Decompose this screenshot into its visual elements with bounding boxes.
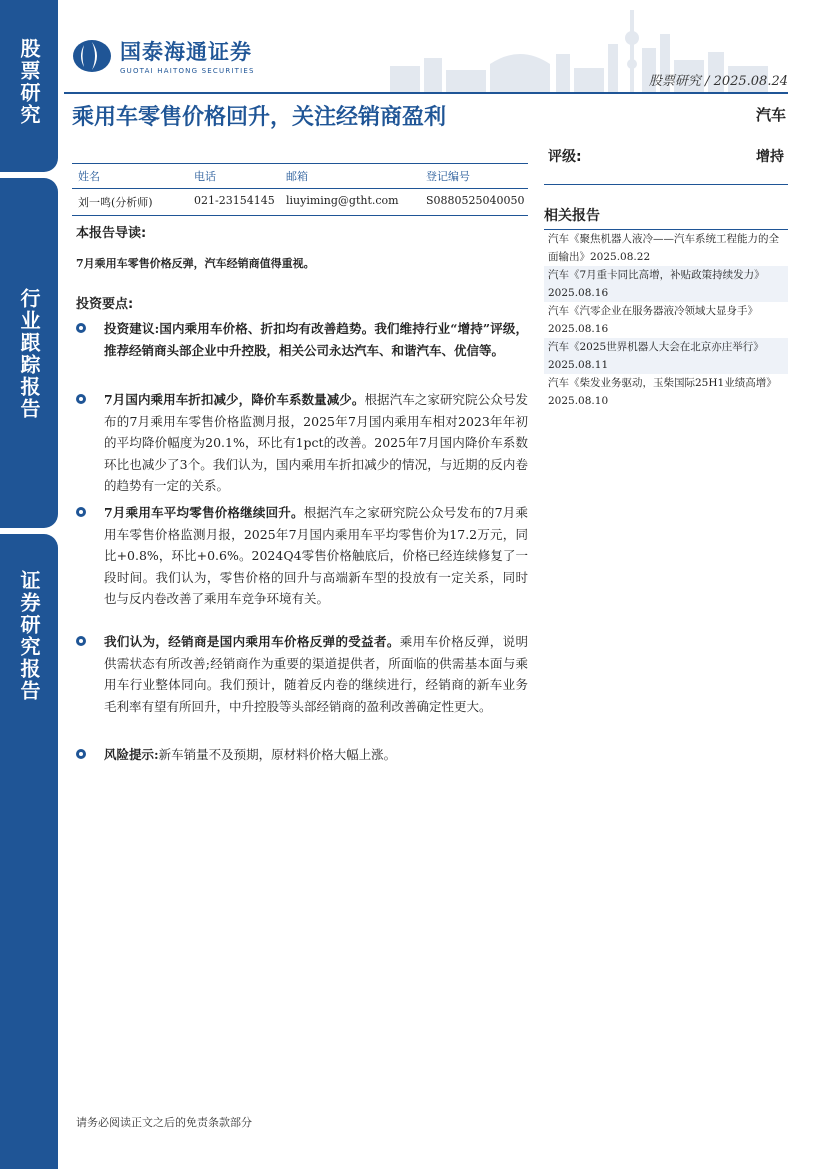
header-divider xyxy=(64,92,788,94)
bullet-dot-icon xyxy=(76,394,86,404)
points-heading: 投资要点: xyxy=(76,297,134,312)
brand-logo xyxy=(72,36,255,75)
analyst-email[interactable]: liuyiming@gtht.com xyxy=(286,194,399,207)
report-type-date: 股票研究 / 2025.08.24 xyxy=(648,74,788,89)
disclaimer-footer: 请务必阅读正文之后的免责条款部分 xyxy=(76,1116,252,1129)
list-item[interactable]: 汽车《聚焦机器人液冷——汽车系统工程能力的全面输出》2025.08.22 xyxy=(548,233,779,263)
header-phone: 电话 xyxy=(194,170,216,183)
header-registration: 登记编号 xyxy=(426,170,470,183)
list-item[interactable]: 汽车《柴发业务驱动，玉柴国际25H1业绩高增》2025.08.10 xyxy=(548,377,777,407)
bullet-text: 乘用车价格反弹，说明供需状态有所改善;经销商作为重要的渠道提供者，所面临的供需基本面与乘用车行业整体同向。我们预计，随着反内卷的继续进行，经销商的新车业务毛利率有望有所回升，中升控股等头部经销商的盈利改善确定性更大。 xyxy=(104,634,528,714)
table-row xyxy=(72,189,528,216)
bullet-dot-icon xyxy=(76,507,86,517)
analyst-registration: S0880525040050 xyxy=(426,194,525,207)
bullet-dealer xyxy=(76,631,528,717)
list-item[interactable]: 汽车《7月重卡同比高增，补贴政策持续发力》2025.08.16 xyxy=(544,266,788,302)
sidebar-label-stock-research: 股票研究 xyxy=(17,38,41,126)
list-item[interactable]: 汽车《汽零企业在服务器液冷领域大显身手》2025.08.16 xyxy=(548,305,758,335)
guide-text: 7月乘用车零售价格反弹，汽车经销商值得重视。 xyxy=(76,257,315,270)
bullet-text: 新车销量不及预期，原材料价格大幅上涨。 xyxy=(158,747,397,762)
bullet-price xyxy=(76,502,528,610)
sidebar-label-industry-tracking: 行业跟踪报告 xyxy=(17,288,41,420)
analyst-name: 刘一鸣(分析师) xyxy=(78,196,153,209)
sidebar-label-securities-report: 证券研究报告 xyxy=(17,570,41,702)
related-list xyxy=(544,229,788,410)
bullet-bold: 我们认为，经销商是国内乘用车价格反弹的受益者。 xyxy=(104,634,400,649)
bullet-discount xyxy=(76,389,528,497)
related-reports xyxy=(544,205,788,410)
list-item[interactable]: 汽车《2025世界机器人大会在北京亦庄举行》2025.08.11 xyxy=(544,338,788,374)
rating-value: 增持 xyxy=(756,149,784,165)
bullet-bold: 投资建议:国内乘用车价格、折扣均有改善趋势。我们维持行业“增持”评级，推荐经销商头部企业中升控股，相关公司永达汽车、和谐汽车、优信等。 xyxy=(104,321,528,358)
analyst-table-header xyxy=(72,163,528,189)
industry-label: 汽车 xyxy=(755,106,786,124)
rating-divider xyxy=(544,184,788,185)
bullet-investment-advice xyxy=(76,318,528,361)
header-email: 邮箱 xyxy=(286,170,308,183)
bullet-dot-icon xyxy=(76,749,86,759)
logo-mark-icon xyxy=(72,39,112,73)
header-name: 姓名 xyxy=(78,170,100,183)
related-heading: 相关报告 xyxy=(544,208,600,224)
bullet-text: 根据汽车之家研究院公众号发布的7月乘用车零售价格监测月报，2025年7月国内乘用车平均零售价为17.2万元，同比+0.8%，环比+0.6%。2024Q4零售价格触底后，价格已经连续修复了一段时间。我们认为，零售价格的回升与高端新车型的投放有一定关系，同时也与反内卷改善了乘用车竞争环境有关。 xyxy=(104,505,528,606)
bullet-risk xyxy=(76,744,528,766)
bullet-text: 根据汽车之家研究院公众号发布的7月乘用车零售价格监测月报，2025年7月国内乘用车相对2023年年初的平均降价幅度为20.1%，环比有1pct的改善。2025年7月国内降价车系数环比也减少了3个。我们认为，国内乘用车折扣减少的情况，与近期的反内卷的趋势有一定的关系。 xyxy=(104,392,528,493)
bullet-bold: 风险提示: xyxy=(104,747,159,762)
bullet-dot-icon xyxy=(76,323,86,333)
analyst-table xyxy=(72,163,528,216)
logo-english-name: GUOTAI HAITONG SECURITIES xyxy=(120,67,255,75)
bullet-bold: 7月国内乘用车折扣减少，降价车系数量减少。 xyxy=(104,392,365,407)
sidebar xyxy=(0,0,58,1169)
bullet-dot-icon xyxy=(76,636,86,646)
analyst-phone: 021-23154145 xyxy=(194,194,275,207)
guide-heading: 本报告导读: xyxy=(76,226,147,241)
logo-chinese-name: 国泰海通证券 xyxy=(120,40,252,64)
bullet-bold: 7月乘用车平均零售价格继续回升。 xyxy=(104,505,304,520)
report-title: 乘用车零售价格回升，关注经销商盈利 xyxy=(72,105,447,130)
rating-label: 评级: xyxy=(548,149,582,165)
